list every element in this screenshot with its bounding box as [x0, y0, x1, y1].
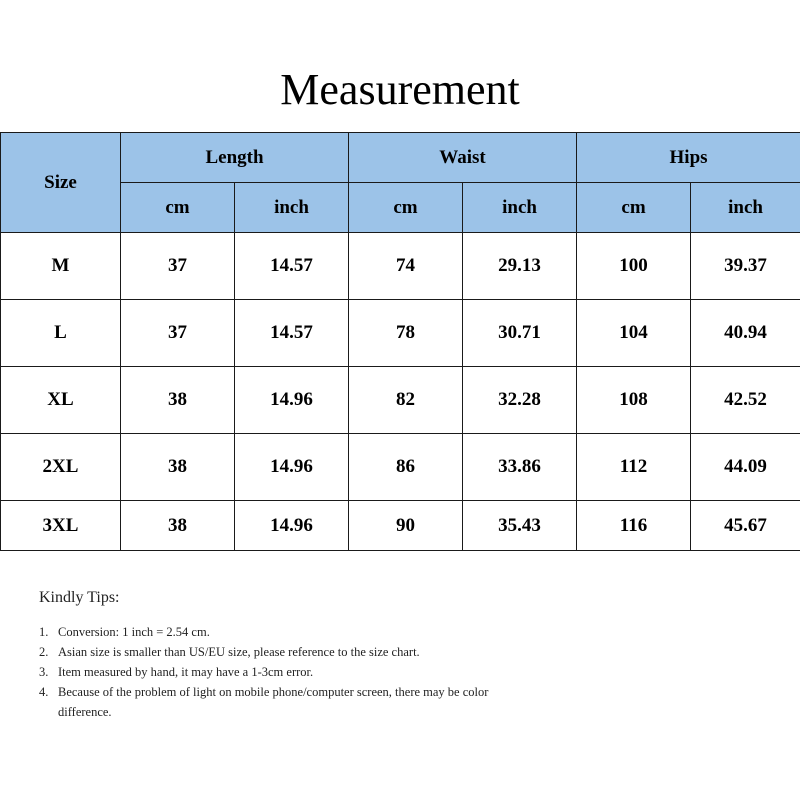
value-cell: 38 — [121, 501, 235, 551]
value-cell: 100 — [577, 233, 691, 300]
value-cell: 86 — [349, 434, 463, 501]
value-cell: 14.57 — [235, 300, 349, 367]
table-row — [1, 300, 800, 367]
value-cell: 112 — [577, 434, 691, 501]
tip-number: 4. — [39, 685, 49, 699]
value-cell: 82 — [349, 367, 463, 434]
length-header: Length — [121, 133, 349, 183]
value-cell: 108 — [577, 367, 691, 434]
unit-header: cm — [121, 183, 235, 233]
table-row — [1, 434, 800, 501]
value-cell: 74 — [349, 233, 463, 300]
value-cell: 78 — [349, 300, 463, 367]
table-row — [1, 233, 800, 300]
tip-text: Item measured by hand, it may have a 1-3cm error. — [58, 665, 314, 679]
unit-header: cm — [349, 183, 463, 233]
page-title: Measurement — [280, 65, 520, 114]
waist-header: Waist — [349, 133, 577, 183]
value-cell: 14.57 — [235, 233, 349, 300]
tips-list — [39, 622, 759, 722]
value-cell: 35.43 — [463, 501, 577, 551]
value-cell: 14.96 — [235, 501, 349, 551]
value-cell: 33.86 — [463, 434, 577, 501]
tip-text: Conversion: 1 inch = 2.54 cm. — [58, 625, 210, 639]
table-row — [1, 501, 800, 551]
unit-header: inch — [235, 183, 349, 233]
table-unit-row — [1, 183, 800, 233]
unit-header: cm — [577, 183, 691, 233]
size-header: Size — [1, 133, 121, 233]
kindly-tips — [39, 588, 759, 722]
value-cell: 32.28 — [463, 367, 577, 434]
value-cell: 38 — [121, 434, 235, 501]
value-cell: 38 — [121, 367, 235, 434]
tip-text: Because of the problem of light on mobile phone/computer screen, there may be color difference. — [58, 685, 489, 719]
size-cell: M — [1, 233, 121, 300]
tips-heading: Kindly Tips: — [39, 589, 120, 606]
value-cell: 90 — [349, 501, 463, 551]
size-cell: L — [1, 300, 121, 367]
tip-item — [39, 622, 759, 642]
tip-text: Asian size is smaller than US/EU size, please reference to the size chart. — [58, 645, 420, 659]
value-cell: 42.52 — [691, 367, 800, 434]
value-cell: 39.37 — [691, 233, 800, 300]
table-row — [1, 367, 800, 434]
value-cell: 44.09 — [691, 434, 800, 501]
hips-header: Hips — [577, 133, 800, 183]
table-header-row — [1, 133, 800, 183]
size-cell: XL — [1, 367, 121, 434]
size-cell: 2XL — [1, 434, 121, 501]
size-chart-table — [0, 132, 800, 551]
tip-number: 3. — [39, 665, 49, 679]
tip-item — [39, 682, 759, 722]
unit-header: inch — [463, 183, 577, 233]
tip-item — [39, 662, 759, 682]
tip-number: 2. — [39, 645, 49, 659]
tip-number: 1. — [39, 625, 49, 639]
value-cell: 14.96 — [235, 367, 349, 434]
value-cell: 37 — [121, 233, 235, 300]
value-cell: 29.13 — [463, 233, 577, 300]
value-cell: 40.94 — [691, 300, 800, 367]
value-cell: 116 — [577, 501, 691, 551]
unit-header: inch — [691, 183, 800, 233]
value-cell: 37 — [121, 300, 235, 367]
value-cell: 14.96 — [235, 434, 349, 501]
tip-item — [39, 642, 759, 662]
value-cell: 30.71 — [463, 300, 577, 367]
value-cell: 45.67 — [691, 501, 800, 551]
value-cell: 104 — [577, 300, 691, 367]
size-cell: 3XL — [1, 501, 121, 551]
